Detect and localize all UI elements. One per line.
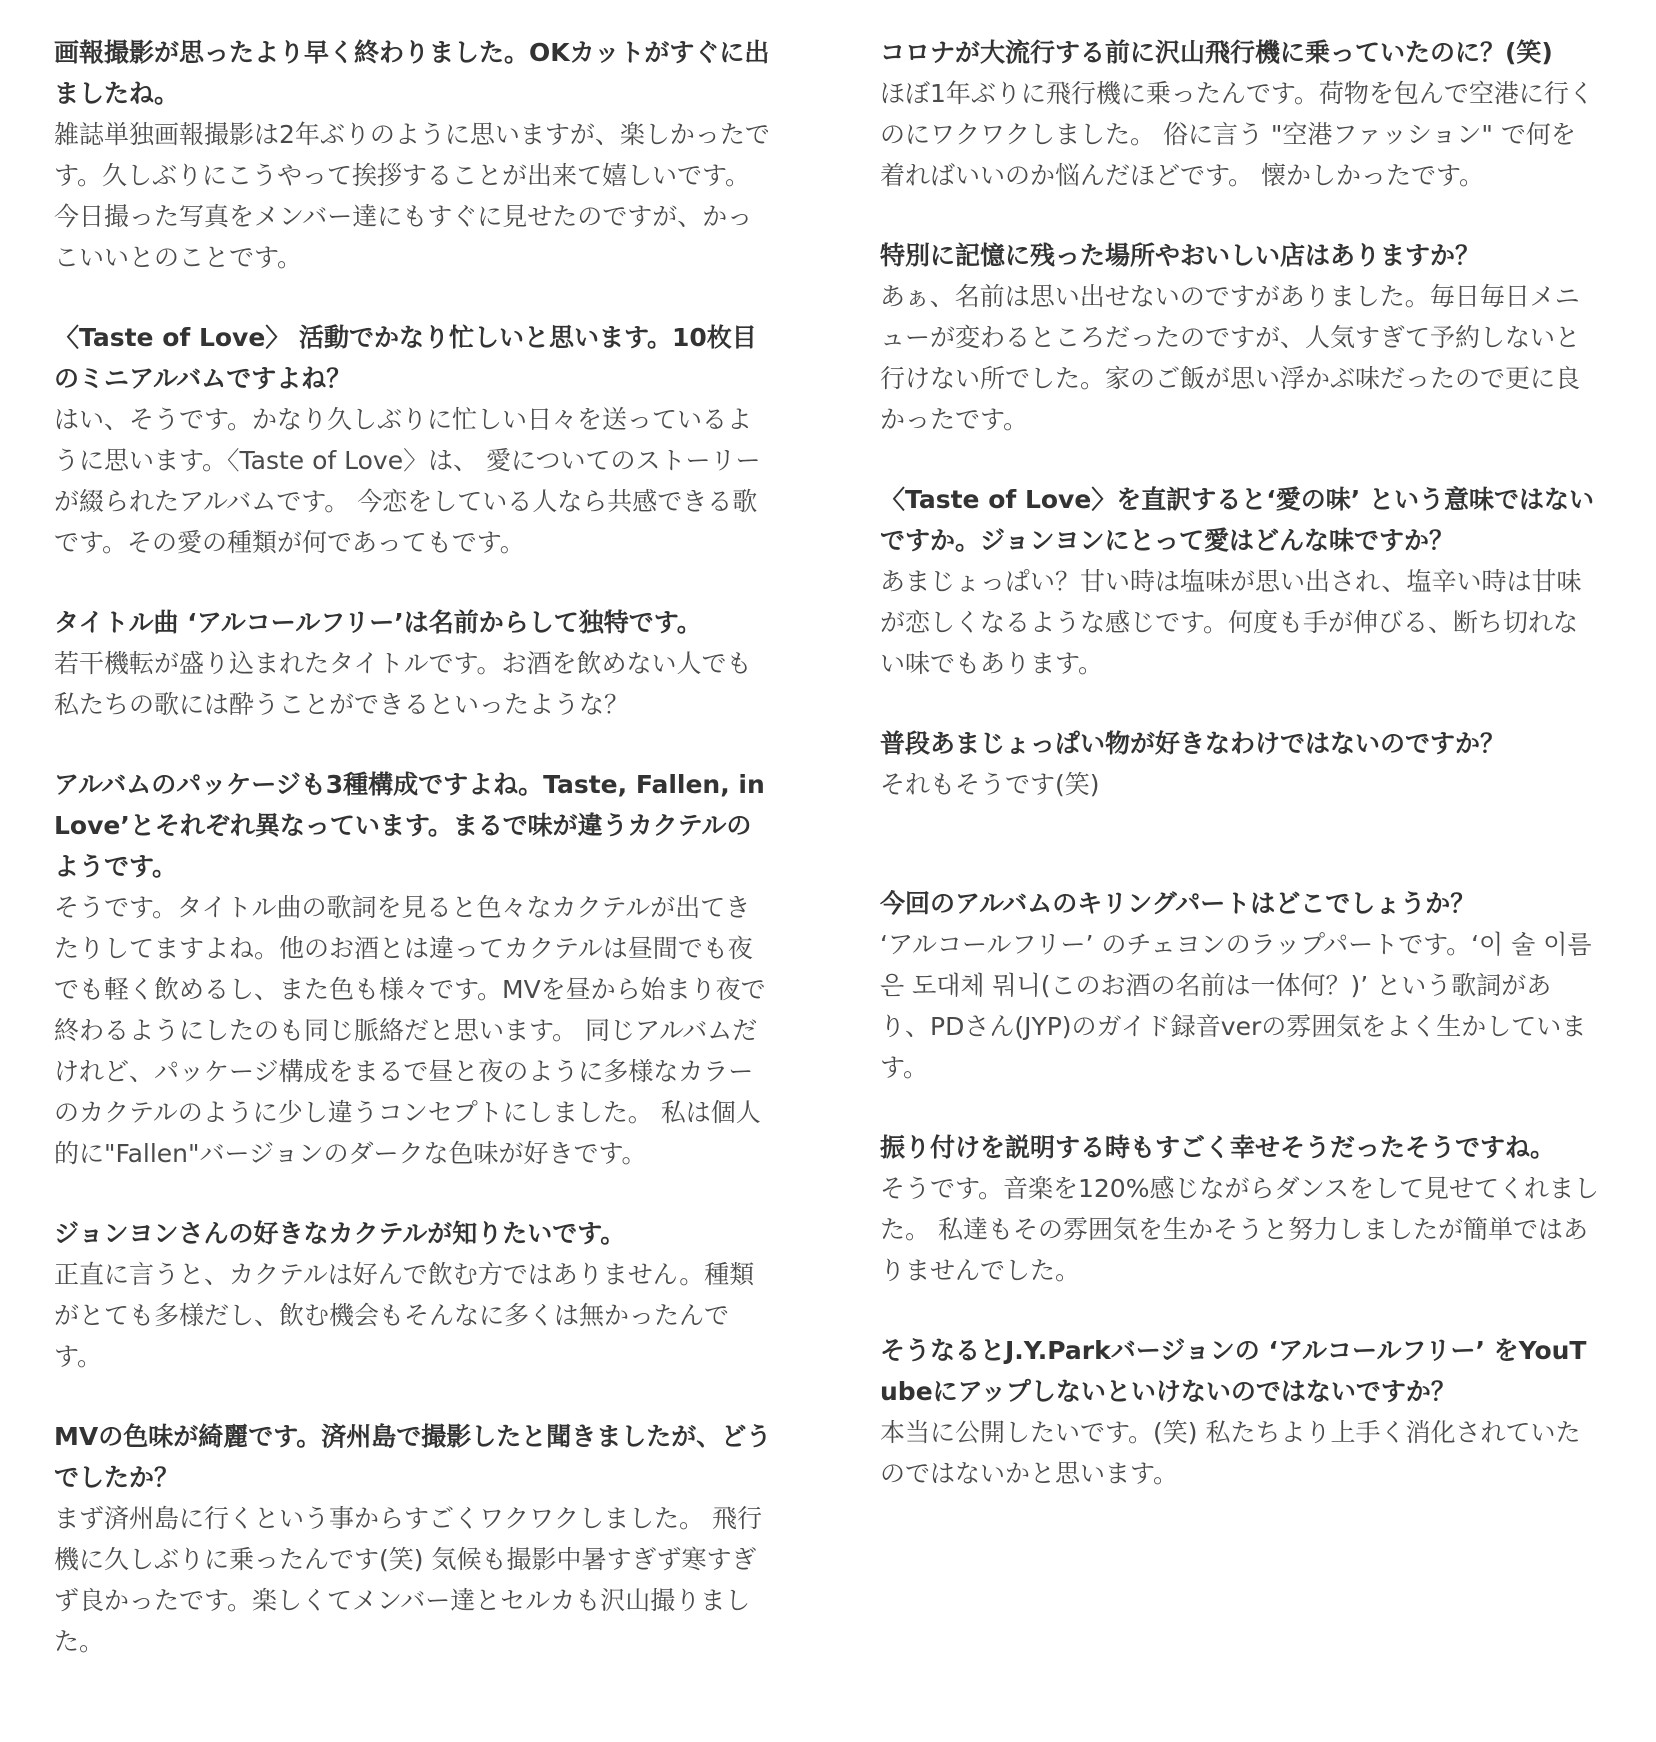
answer: まず済州島に行くという事からすごくワクワクしました。 飛行機に久しぶりに乗ったんです(笑) 気候も撮影中暑すぎず寒すぎず良かったです。楽しくてメンバー達とセルカも沢山撮りました。 — [54, 1504, 762, 1656]
qa-item — [880, 883, 1600, 1088]
question: コロナが大流行する前に沢山飛行機に乗っていたのに？(笑) — [880, 38, 1553, 67]
qa-item — [54, 32, 774, 278]
qa-item — [54, 764, 774, 1174]
qa-item — [880, 1330, 1600, 1494]
question: アルバムのパッケージも3種構成ですよね。Taste, Fallen, in Love’とそれぞれ異なっています。まるで味が違うカクテルのようです。 — [54, 770, 765, 881]
qa-item — [880, 235, 1600, 440]
qa-item — [880, 723, 1600, 805]
answer: あぁ、名前は思い出せないのですがありました。毎日毎日メニューが変わるところだったのですが、人気すぎて予約しないと行けない所でした。家のご飯が思い浮かぶ味だったので更に良かったです。 — [880, 282, 1581, 434]
question: 普段あまじょっぱい物が好きなわけではないのですか？ — [880, 729, 1506, 758]
qa-item — [880, 479, 1600, 684]
qa-item — [54, 1416, 774, 1662]
question: 〈Taste of Love〉を直訳すると‘愛の味’ という意味ではないですか。ジョンヨンにとって愛はどんな味ですか？ — [880, 485, 1595, 555]
answer: はい、そうです。かなり久しぶりに忙しい日々を送っているように思います。〈Taste of Love〉は、 愛についてのストーリーが綴られたアルバムです。 今恋をしている人なら共感できる歌です。その愛の種類が何であってもです。 — [54, 405, 761, 557]
question: 画報撮影が思ったより早く終わりました。OKカットがすぐに出ましたね。 — [54, 38, 770, 108]
answer: ほぼ1年ぶりに飛行機に乗ったんです。荷物を包んで空港に行くのにワクワクしました。 俗に言う "空港ファッション" で何を着ればいいのか悩んだほどです。 懐かしかったです。 — [880, 79, 1594, 190]
right-column — [880, 32, 1600, 1533]
qa-item — [880, 1127, 1600, 1291]
question: そうなるとJ.Y.Parkバージョンの ‘アルコールフリー’ をYouTubeにアップしないといけないのではないですか？ — [880, 1336, 1587, 1406]
question: 〈Taste of Love〉 活動でかなり忙しいと思います。10枚目のミニアルバムですよね？ — [54, 323, 757, 393]
qa-item — [54, 602, 774, 725]
answer: ‘アルコールフリー’ のチェヨンのラップパートです。‘이 술 이름은 도대체 뭐니(このお酒の名前は一体何？)’ という歌詞があり、PDさん(JYP)のガイド録音verの雰囲気をよく生かしています。 — [880, 930, 1592, 1082]
question: タイトル曲 ‘アルコールフリー’は名前からして独特です。 — [54, 608, 702, 637]
answer: 本当に公開したいです。(笑) 私たちより上手く消化されていたのではないかと思います。 — [880, 1418, 1581, 1488]
question: MVの色味が綺麗です。済州島で撮影したと聞きましたが、どうでしたか？ — [54, 1422, 772, 1492]
answer: あまじょっぱい？甘い時は塩味が思い出され、塩辛い時は甘味が恋しくなるような感じです。何度も手が伸びる、断ち切れない味でもあります。 — [880, 567, 1582, 678]
answer: 雑誌単独画報撮影は2年ぶりのように思いますが、楽しかったです。久しぶりにこうやって挨拶することが出来て嬉しいです。今日撮った写真をメンバー達にもすぐに見せたのですが、かっこいいとのことです。 — [54, 120, 770, 272]
question: 特別に記憶に残った場所やおいしい店はありますか？ — [880, 241, 1481, 270]
qa-item — [54, 1213, 774, 1377]
answer: 正直に言うと、カクテルは好んで飲む方ではありません。種類がとても多様だし、飲む機会もそんなに多くは無かったんです。 — [54, 1260, 755, 1371]
question: 今回のアルバムのキリングパートはどこでしょうか？ — [880, 889, 1476, 918]
answer: そうです。音楽を120%感じながらダンスをして見せてくれました。 私達もその雰囲気を生かそうと努力しましたが簡単ではありませんでした。 — [880, 1174, 1599, 1285]
question: 振り付けを説明する時もすごく幸せそうだったそうですね。 — [880, 1133, 1556, 1162]
qa-item — [54, 317, 774, 563]
qa-item — [880, 32, 1600, 196]
answer: 若干機転が盛り込まれたタイトルです。お酒を飲めない人でも私たちの歌には酔うことができるといったような？ — [54, 649, 752, 719]
question: ジョンヨンさんの好きなカクテルが知りたいです。 — [54, 1219, 626, 1248]
answer: そうです。タイトル曲の歌詞を見ると色々なカクテルが出てきたりしてますよね。他のお酒とは違ってカクテルは昼間でも夜でも軽く飲めるし、また色も様々です。MVを昼から始まり夜で終わるようにしたのも同じ脈絡だと思います。 同じアルバムだけれど、パッケージ構成をまるで昼と夜のように多様なカラーのカクテルのように少し違うコンセプトにしました。 私は個人的に"Fallen"バージョンのダークな色味が好きです。 — [54, 893, 766, 1168]
left-column — [54, 32, 774, 1701]
answer: それもそうです(笑) — [880, 770, 1100, 799]
